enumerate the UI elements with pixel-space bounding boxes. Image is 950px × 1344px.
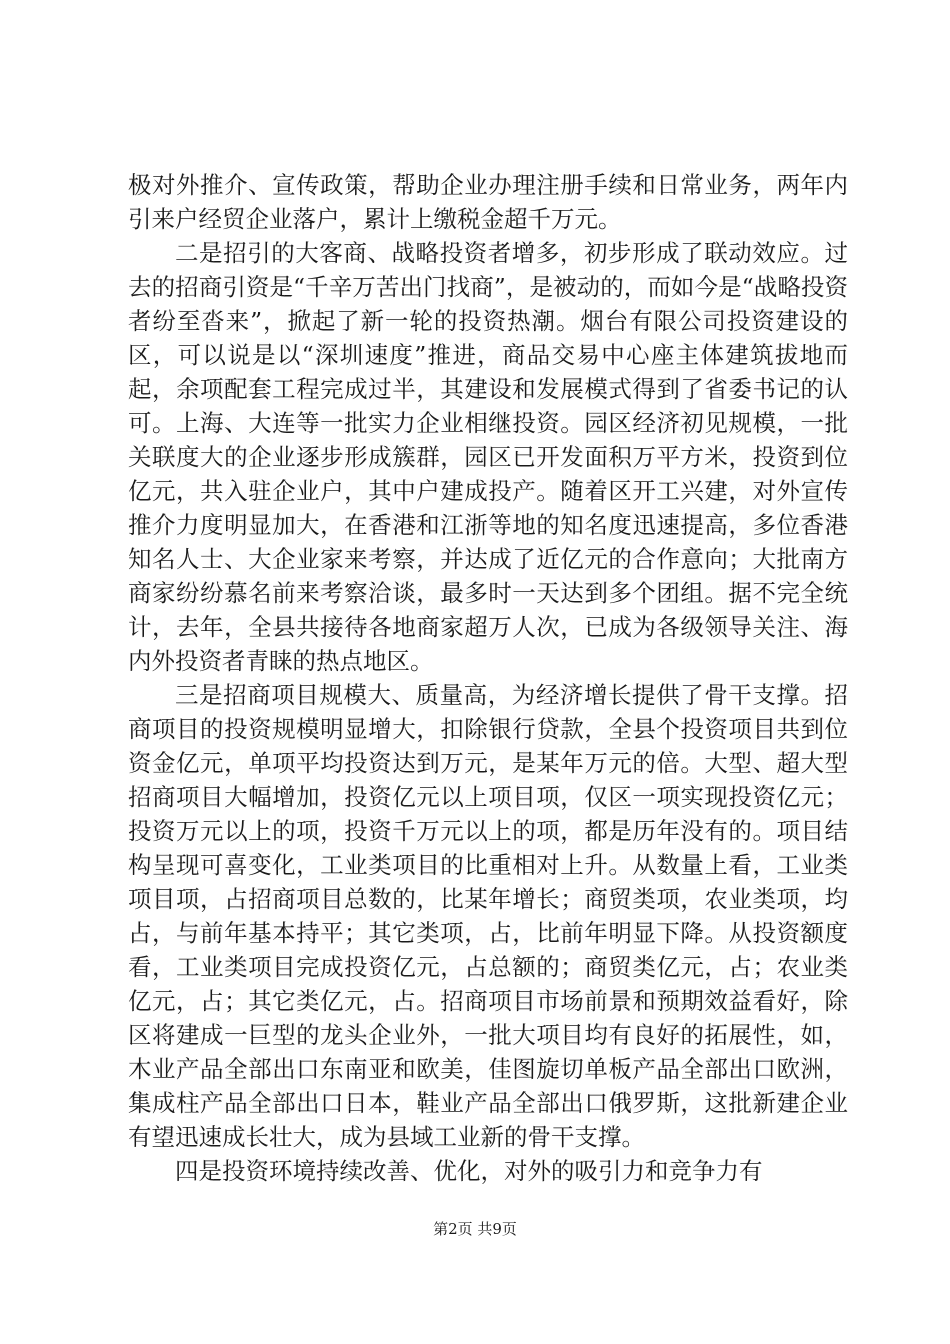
document-body — [128, 168, 848, 1188]
paragraph-environment: 四是投资环境持续改善、优化，对外的吸引力和竞争力有 — [175, 1157, 763, 1185]
page-number-footer: 第2页 共9页 — [433, 1220, 517, 1238]
paragraph-continuation: 极对外推介、宣传政策，帮助企业办理注册手续和日常业务，两年内引来户经贸企业落户，累计上缴税金超千万元。 — [128, 171, 848, 233]
paragraph-project-scale: 三是招商项目规模大、质量高，为经济增长提供了骨干支撑。招商项目的投资规模明显增大，扣除银行贷款，全县个投资项目共到位资金亿元，单项平均投资达到万元，是某年万元的倍。大型、超大型招商项目大幅增加，投资亿元以上项目项，仅区一项实现投资亿元；投资万元以上的项，投资千万元以上的项，都是历年没有的。项目结构呈现可喜变化，工业类项目的比重相对上升。从数量上看，工业类项目项，占招商项目总数的，比某年增长；商贸类项，农业类项，均占，与前年基本持平；其它类项，占，比前年明显下降。从投资额度看，工业类项目完成投资亿元，占总额的；商贸类亿元，占；农业类亿元，占；其它类亿元，占。招商项目市场前景和预期效益看好，除区将建成一巨型的龙头企业外，一批大项目均有良好的拓展性，如，木业产品全部出口东南亚和欧美，佳图旋切单板产品全部出口欧洲，集成柱产品全部出口日本，鞋业产品全部出口俄罗斯，这批新建企业有望迅速成长壮大，成为县域工业新的骨干支撑。 — [128, 681, 848, 1151]
paragraph-investors: 二是招引的大客商、战略投资者增多，初步形成了联动效应。过去的招商引资是“千辛万苦出门找商”，是被动的，而如今是“战略投资者纷至沓来”，掀起了新一轮的投资热潮。烟台有限公司投资建设的区，可以说是以“深圳速度”推进，商品交易中心座主体建筑拔地而起，余项配套工程完成过半，其建设和发展模式得到了省委书记的认可。上海、大连等一批实力企业相继投资。园区经济初见规模，一批关联度大的企业逐步形成簇群，园区已开发面积万平方米，投资到位亿元，共入驻企业户，其中户建成投产。随着区开工兴建，对外宣传推介力度明显加大，在香港和江浙等地的知名度迅速提高，多位香港知名人士、大企业家来考察，并达成了近亿元的合作意向；大批南方商家纷纷慕名前来考察洽谈，最多时一天达到多个团组。据不完全统计，去年，全县共接待各地商家超万人次，已成为各级领导关注、海内外投资者青睐的热点地区。 — [128, 239, 848, 675]
